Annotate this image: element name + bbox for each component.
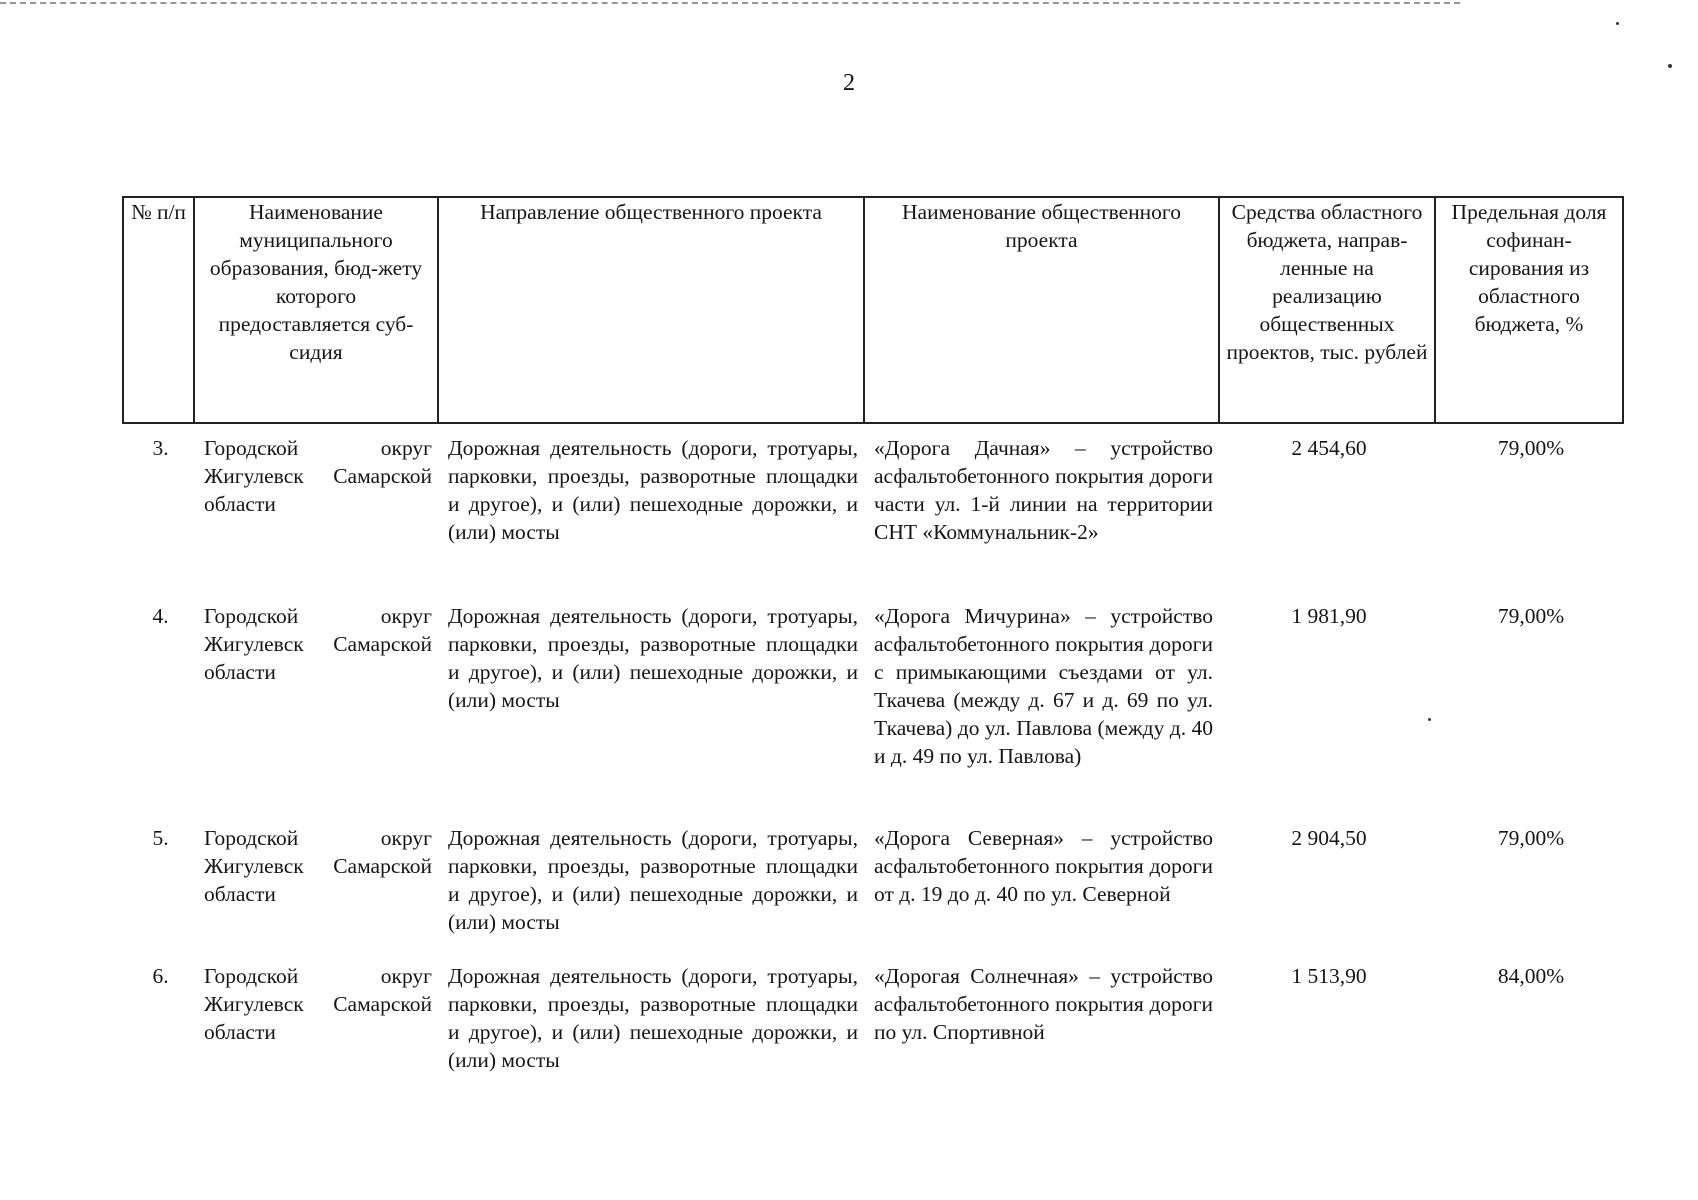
table-row bbox=[123, 814, 1623, 952]
row-share: 79,00% bbox=[1497, 826, 1565, 850]
row-project-name: «Дорога Дачная» – устройство асфальтобетонного покрытия дороги части ул. 1-й линии на территории СНТ «Коммунальник-2» bbox=[874, 436, 1213, 544]
row-share: 79,00% bbox=[1497, 436, 1565, 460]
row-project-name: «Дорогая Солнечная» – устройство асфальтобетонного покрытия дороги по ул. Спортивной bbox=[874, 964, 1213, 1044]
scan-speck bbox=[1668, 64, 1672, 68]
row-direction: Дорожная деятельность (дороги, тротуары, парковки, проезды, разворотные площадки и другое), и (или) пешеходные дорожки, и (или) мосты bbox=[448, 826, 858, 934]
row-direction: Дорожная деятельность (дороги, тротуары, парковки, проезды, разворотные площадки и другое), и (или) пешеходные дорожки, и (или) мосты bbox=[448, 964, 858, 1072]
row-number: 6. bbox=[152, 964, 169, 988]
row-direction: Дорожная деятельность (дороги, тротуары, парковки, проезды, разворотные площадки и другое), и (или) пешеходные дорожки, и (или) мосты bbox=[448, 604, 858, 712]
header-number: № п/п bbox=[123, 197, 194, 423]
row-share: 84,00% bbox=[1497, 964, 1565, 988]
row-funds: 1 981,90 bbox=[1291, 604, 1367, 628]
table-row bbox=[123, 952, 1623, 1074]
scan-edge-line bbox=[0, 2, 1460, 4]
row-number: 5. bbox=[152, 826, 169, 850]
row-municipality: Городской округ Жигулевск Самарской области bbox=[204, 604, 432, 684]
header-direction: Направление общественного проекта bbox=[438, 197, 864, 423]
subsidy-table bbox=[122, 196, 1624, 1074]
table-header-row bbox=[123, 197, 1623, 423]
row-number: 4. bbox=[152, 604, 169, 628]
row-municipality: Городской округ Жигулевск Самарской области bbox=[204, 436, 432, 516]
row-municipality: Городской округ Жигулевск Самарской области bbox=[204, 826, 432, 906]
table-row bbox=[123, 592, 1623, 814]
page-number: 2 bbox=[843, 70, 855, 96]
header-project-name: Наименование общественного проекта bbox=[864, 197, 1219, 423]
header-municipality: Наименование муниципального образования, бюд-жету которого предоставляется суб-сидия bbox=[194, 197, 438, 423]
header-funds: Средства областного бюджета, направ-ленные на реализацию общественных проектов, тыс. рублей bbox=[1219, 197, 1435, 423]
row-project-name: «Дорога Мичурина» – устройство асфальтобетонного покрытия дороги с примыкающими съездами от ул. Ткачева (между д. 67 и д. 69 по ул. Ткачева) до ул. Павлова (между д. 40 и д. 49 по ул. Павлова) bbox=[874, 604, 1213, 768]
row-funds: 1 513,90 bbox=[1291, 964, 1367, 988]
row-share: 79,00% bbox=[1497, 604, 1565, 628]
row-direction: Дорожная деятельность (дороги, тротуары, парковки, проезды, разворотные площадки и другое), и (или) пешеходные дорожки, и (или) мосты bbox=[448, 436, 858, 544]
scan-speck bbox=[1616, 22, 1619, 25]
row-funds: 2 904,50 bbox=[1291, 826, 1367, 850]
row-project-name: «Дорога Северная» – устройство асфальтобетонного покрытия дороги от д. 19 до д. 40 по ул. Северной bbox=[874, 826, 1213, 906]
row-number: 3. bbox=[152, 436, 169, 460]
row-funds: 2 454,60 bbox=[1291, 436, 1367, 460]
table-row bbox=[123, 423, 1623, 592]
row-municipality: Городской округ Жигулевск Самарской области bbox=[204, 964, 432, 1044]
header-share: Предельная доля софинан-сирования из областного бюджета, % bbox=[1435, 197, 1623, 423]
